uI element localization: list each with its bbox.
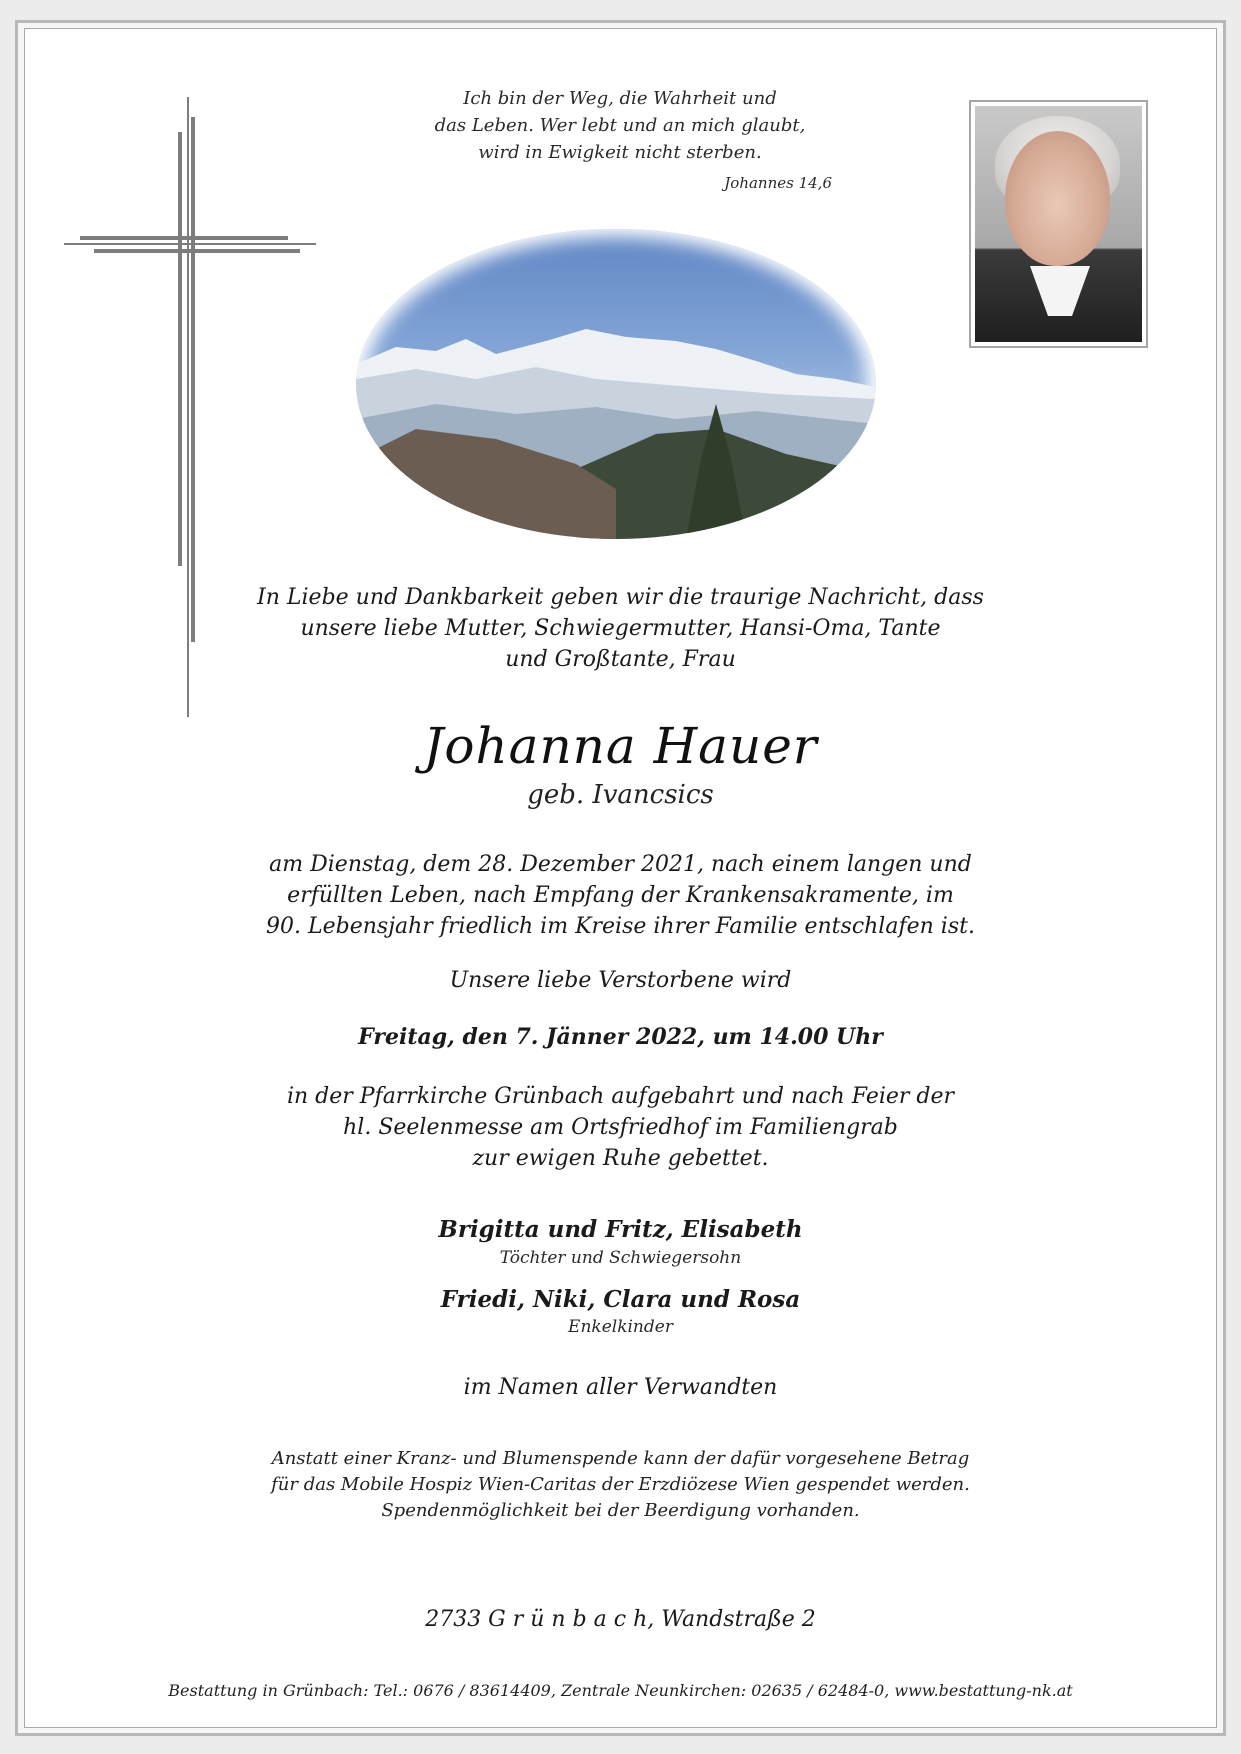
cross-horizontal-bar [64, 243, 316, 245]
mourning-address: 2733 G r ü n b a c h, Wandstraße 2 [425, 1607, 816, 1632]
donation-line: Spendenmöglichkeit bei der Beerdigung vorhanden. [381, 1500, 860, 1521]
funeral-place [0, 1081, 1241, 1174]
portrait-collar [1030, 266, 1090, 316]
cross-vertical-bar [178, 132, 182, 566]
death-notice-text [0, 849, 1241, 942]
verse-line: Ich bin der Weg, die Wahrheit und [463, 88, 777, 109]
donation-line: für das Mobile Hospiz Wien-Caritas der Erzdiözese Wien gespendet werden. [271, 1474, 970, 1495]
verse-reference: Johannes 14,6 [724, 174, 832, 192]
portrait-photo [975, 106, 1142, 342]
cross-horizontal-bar [80, 236, 288, 240]
body-line: erfüllten Leben, nach Empfang der Krankensakramente, im [287, 883, 954, 908]
family-names: Brigitta und Fritz, Elisabeth [438, 1216, 803, 1243]
body-line: am Dienstag, dem 28. Dezember 2021, nach einem langen und [269, 852, 972, 877]
family-names: Friedi, Niki, Clara und Rosa [440, 1286, 801, 1313]
place-line: hl. Seelenmesse am Ortsfriedhof im Familiengrab [343, 1115, 898, 1140]
cross-horizontal-bar [94, 249, 300, 253]
place-line: zur ewigen Ruhe gebettet. [472, 1146, 769, 1171]
announcement-intro [0, 582, 1241, 675]
donation-line: Anstatt einer Kranz- und Blumenspende kann der dafür vorgesehene Betrag [271, 1448, 970, 1469]
donation-note [0, 1446, 1241, 1524]
family-relation: Töchter und Schwiegersohn [499, 1248, 742, 1268]
intro-line: und Großtante, Frau [505, 647, 736, 672]
intro-line: unsere liebe Mutter, Schwiegermutter, Hansi-Oma, Tante [300, 616, 941, 641]
place-line: in der Pfarrkirche Grünbach aufgebahrt und nach Feier der [286, 1084, 955, 1109]
maiden-name: geb. Ivancsics [527, 780, 714, 810]
family-relation: Enkelkinder [568, 1317, 673, 1337]
body-line: 90. Lebensjahr friedlich im Kreise ihrer Familie entschlafen ist. [266, 914, 975, 939]
closing-line: im Namen aller Verwandten [463, 1375, 778, 1400]
verse-line: das Leben. Wer lebt und an mich glaubt, [434, 115, 806, 136]
deceased-name: Johanna Hauer [423, 717, 818, 775]
mountain-landscape-image [356, 229, 876, 539]
funeral-date: Freitag, den 7. Jänner 2022, um 14.00 Uhr [358, 1024, 883, 1050]
bible-verse [380, 85, 860, 166]
funeral-home-footer: Bestattung in Grünbach: Tel.: 0676 / 83614409, Zentrale Neunkirchen: 02635 / 62484-0, www.bestattung-nk.at [168, 1681, 1073, 1700]
verse-line: wird in Ewigkeit nicht sterben. [478, 142, 762, 163]
cross-vertical-bar [191, 117, 195, 642]
portrait-face [1005, 131, 1110, 266]
intro-line: In Liebe und Dankbarkeit geben wir die traurige Nachricht, dass [257, 585, 984, 610]
funeral-intro: Unsere liebe Verstorbene wird [449, 968, 792, 993]
mountain-landscape-drawing [356, 229, 876, 539]
portrait-photo-frame [969, 100, 1148, 348]
